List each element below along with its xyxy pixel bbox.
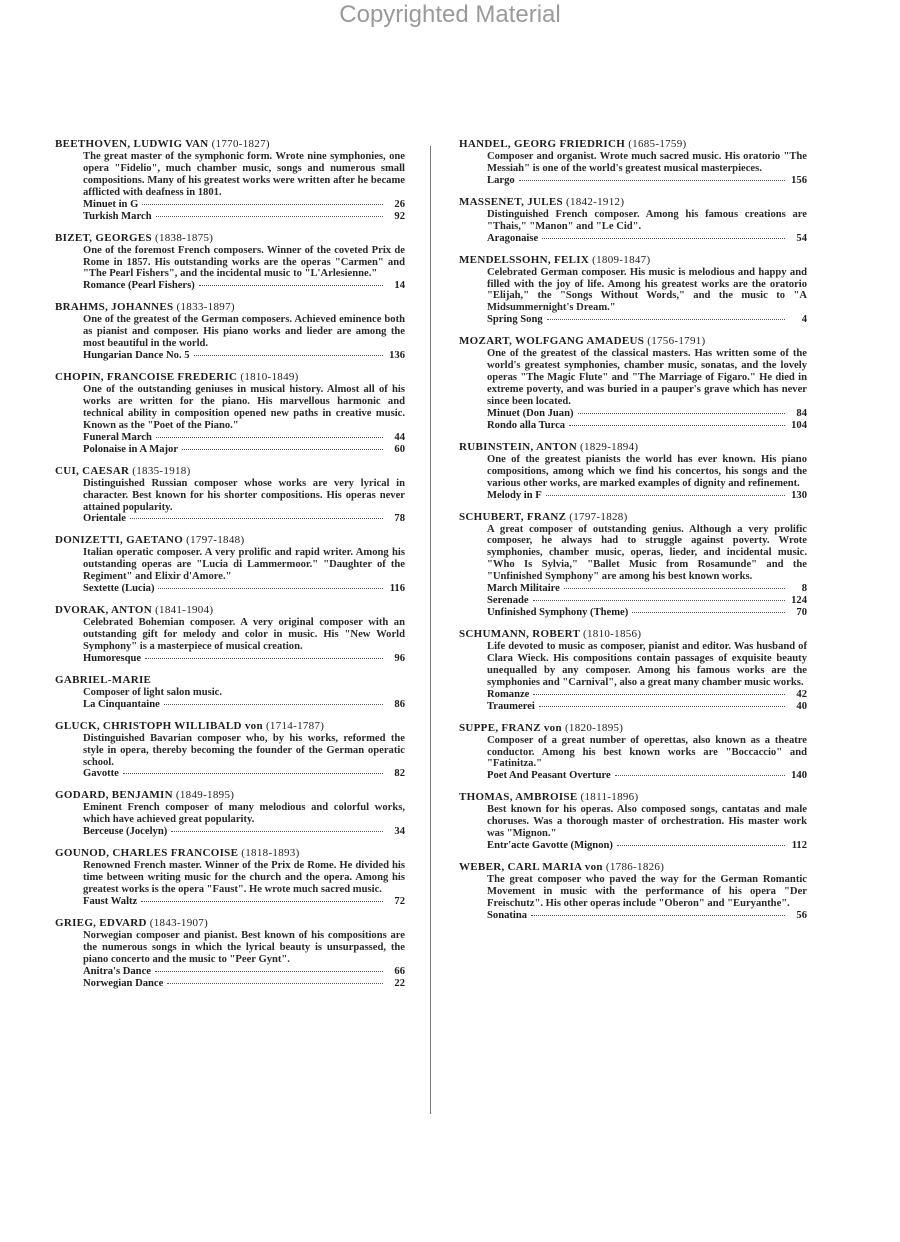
composer-dates: (1810-1849) [240, 371, 299, 384]
piece-row [487, 420, 807, 432]
piece-title: Sonatina [487, 909, 528, 921]
page-number: 22 [394, 977, 405, 989]
composer-name: RUBINSTEIN, ANTON [459, 440, 577, 453]
composer-heading [459, 441, 807, 454]
composer-heading [459, 791, 807, 804]
composer-name: MOZART, WOLFGANG AMADEUS [459, 335, 645, 348]
composer-dates: (1820-1895) [564, 721, 624, 734]
composer-name: GOUNOD, CHARLES FRANCOISE [55, 847, 239, 860]
composer-entry [459, 511, 807, 620]
page-number: 42 [796, 688, 807, 700]
dot-leader [519, 180, 785, 181]
composer-entry [459, 335, 807, 432]
composer-description: One of the outstanding geniuses in musical history. Almost all of his works are written for the piano. His marvellous harmonic and technical ability in composition opened new paths in creative music. Known as the "Poet of the Piano." [83, 384, 405, 431]
piece-title: Minuet in G [83, 198, 139, 210]
composer-dates: (1842-1912) [566, 195, 625, 208]
piece-row [83, 350, 405, 362]
page-number: 26 [394, 198, 405, 210]
composer-description: Norwegian composer and pianist. Best known of his compositions are the numerous songs in which the lyrical beauty is unsurpassed, the piano concerto and the music to "Peer Gynt". [83, 930, 405, 965]
page-number: 86 [394, 698, 405, 710]
composer-heading [55, 847, 405, 860]
composer-name: BRAHMS, JOHANNES [55, 301, 174, 314]
dot-leader [531, 915, 785, 916]
composer-heading [55, 534, 405, 547]
composer-dates: (1849-1895) [175, 789, 235, 802]
composer-heading [459, 138, 807, 151]
composer-dates: (1809-1847) [592, 253, 651, 266]
dot-leader [194, 355, 383, 356]
composer-description: A great composer of outstanding genius. Although a very prolific composer, he always had to struggle against poverty. Wrote symphonies, chamber music, operas, lieder, and incidental music. "Who Is Sylvia," "Ballet Music from Rosamunde" and the "Unfinished Symphony" are among his best known works. [487, 523, 807, 583]
composer-name: GABRIEL-MARIE [55, 673, 152, 686]
page-number: 104 [791, 419, 807, 431]
page-number: 78 [394, 513, 405, 525]
composer-entry [55, 465, 405, 526]
piece-row [83, 280, 405, 292]
composer-description: Composer of light salon music. [83, 686, 223, 698]
piece-row [487, 583, 807, 595]
composer-heading [55, 604, 405, 617]
piece-title: Polonaise in A Major [83, 443, 179, 455]
page-number: 14 [394, 280, 405, 292]
composer-dates: (1811-1896) [580, 791, 639, 804]
piece-row [83, 199, 405, 211]
composer-entry [55, 371, 405, 456]
piece-title: Romance (Pearl Fishers) [83, 280, 195, 292]
composer-name: WEBER, CARL MARIA von [459, 861, 603, 874]
piece-row [83, 444, 405, 456]
page-number: 130 [791, 489, 807, 501]
composer-entry [459, 254, 807, 327]
composer-entry [55, 604, 405, 665]
composer-description: Italian operatic composer. A very prolific and rapid writer. Among his outstanding operas are "Lucia di Lammermoor." "Daughter of the Regiment" and Elixir d'Amore." [83, 547, 405, 583]
dot-leader [569, 425, 785, 426]
composer-entry [55, 720, 405, 781]
composer-description: Life devoted to music as composer, pianist and editor. Was husband of Clara Wieck. His compositions contain passages of exquisite beauty unequalled by any composer. Among his famous works are the symphonies and "Carnival", also a great many chamber music works. [487, 641, 807, 688]
piece-title: Berceuse (Jocelyn) [83, 826, 168, 838]
piece-row [487, 408, 807, 420]
composer-dates: (1835-1918) [132, 464, 191, 477]
composer-entry [459, 441, 807, 502]
composer-entry [459, 791, 807, 852]
composer-description: Renowned French master. Winner of the Prix de Rome. He divided his time between writing music for the church and the opera. Among his greatest works is the opera "Faust". He wrote much sacred music. [83, 860, 405, 896]
composer-heading [459, 335, 807, 348]
composer-name: CUI, CAESAR [55, 464, 130, 477]
composer-name: GODARD, BENJAMIN [55, 789, 173, 802]
page-number: 34 [394, 826, 405, 838]
piece-row [487, 770, 807, 782]
piece-row [83, 966, 405, 978]
page-number: 54 [796, 232, 807, 244]
composer-dates: (1786-1826) [605, 861, 665, 874]
piece-row [83, 432, 405, 444]
composer-dates: (1838-1875) [154, 231, 214, 244]
composer-description: Celebrated German composer. His music is melodious and happy and filled with the joy of life. Among his greatest works are the oratorio "Elijah," the "Songs Without Words," and the music to "A Midsummernight's Dream." [487, 266, 807, 314]
page-number: 136 [389, 350, 405, 362]
composer-heading [55, 232, 405, 245]
piece-title: Minuet (Don Juan) [487, 407, 574, 419]
composer-dates: (1829-1894) [580, 440, 639, 453]
composer-dates: (1756-1791) [647, 335, 706, 348]
composer-entry [55, 789, 405, 838]
page-number: 96 [394, 652, 405, 664]
piece-title: Traumerei [487, 700, 535, 712]
right-column [459, 138, 807, 931]
composer-heading [459, 861, 807, 874]
piece-title: La Cinquantaine [83, 698, 160, 710]
composer-entry [55, 674, 405, 711]
composer-description: One of the greatest of the classical masters. Has written some of the world's greatest symphonies, chamber music, sonatas, and the lovely operas "The Magic Flute" and "The Marriage of Figaro." He died in extreme poverty, and was buried in a pauper's grave which has never since been located. [487, 348, 807, 407]
dot-leader [123, 773, 383, 774]
dot-leader [539, 706, 785, 707]
piece-row [487, 314, 807, 326]
dot-leader [171, 831, 383, 832]
dot-leader [564, 588, 785, 589]
piece-row [83, 768, 405, 780]
composer-name: THOMAS, AMBROISE [459, 791, 578, 804]
piece-row [83, 211, 405, 223]
dot-leader [141, 901, 383, 902]
piece-title: Anitra's Dance [83, 965, 151, 977]
piece-title: Entr'acte Gavotte (Mignon) [487, 840, 613, 852]
page-number: 140 [791, 770, 807, 782]
piece-row [487, 175, 807, 187]
piece-title: Gavotte [83, 768, 119, 780]
composer-entry [55, 847, 405, 908]
dot-leader [182, 449, 383, 450]
composer-entry [55, 917, 405, 990]
piece-title: Aragonaise [487, 232, 539, 244]
composer-name: SUPPE, FRANZ von [459, 721, 562, 734]
composer-name: GRIEG, EDVARD [55, 917, 147, 929]
piece-title: Humoresque [83, 652, 142, 664]
composer-description: One of the greatest of the German composers. Achieved eminence both as pianist and composer. His piano works and lieder are among the most beautiful in the world. [83, 314, 405, 350]
dot-leader [158, 588, 383, 589]
composer-entry [55, 301, 405, 362]
piece-row [487, 233, 807, 245]
dot-leader [632, 612, 785, 613]
composer-entry [459, 196, 807, 245]
composer-description: Celebrated Bohemian composer. A very original composer with an outstanding gift for melody and color in music. His "New World Symphony" is a masterpiece of musical creation. [83, 617, 405, 652]
page-number: 70 [796, 607, 807, 619]
dot-leader [617, 845, 785, 846]
piece-title: Hungarian Dance No. 5 [83, 350, 190, 362]
composer-dates: (1841-1904) [155, 604, 214, 617]
dot-leader [542, 238, 785, 239]
composer-description: One of the foremost French composers. Winner of the coveted Prix de Rome in 1857. His outstanding works are the operas "Carmen" and "The Pearl Fishers", and the incidental music to "L'Arlesienne." [83, 244, 405, 280]
composer-heading [459, 511, 807, 524]
composer-heading [55, 371, 405, 384]
composer-name: SCHUMANN, ROBERT [459, 628, 580, 641]
piece-row [487, 490, 807, 502]
page-number: 60 [394, 443, 405, 455]
composer-dates: (1818-1893) [241, 847, 300, 860]
composer-name: BEETHOVEN, LUDWIG VAN [55, 138, 209, 150]
composer-dates: (1843-1907) [149, 917, 209, 929]
piece-title: Sextette (Lucia) [83, 583, 155, 595]
composer-name: GLUCK, CHRISTOPH WILLIBALD von [55, 719, 263, 732]
composer-name: HANDEL, GEORG FRIEDRICH [459, 138, 626, 150]
page-number: 116 [389, 583, 405, 595]
piece-row [487, 689, 807, 701]
piece-title: Serenade [487, 595, 529, 607]
composer-entry [55, 232, 405, 293]
composer-description: One of the greatest pianists the world has ever known. His piano compositions, among which we find his concertos, his songs and the various other works, are marked examples of dignity and refinement. [487, 453, 807, 489]
piece-row [487, 607, 807, 619]
piece-title: Norwegian Dance [83, 977, 164, 989]
piece-title: Poet And Peasant Overture [487, 770, 611, 782]
composer-name: SCHUBERT, FRANZ [459, 510, 567, 523]
composer-entry [55, 534, 405, 595]
dot-leader [164, 704, 383, 705]
dot-leader [615, 775, 785, 776]
composer-heading [459, 722, 807, 735]
left-column [55, 138, 405, 999]
page-number: 44 [394, 431, 405, 443]
composer-heading [459, 628, 807, 641]
piece-title: Unfinished Symphony (Theme) [487, 607, 629, 619]
piece-title: Romanze [487, 688, 530, 700]
composer-description: Composer and organist. Wrote much sacred music. His oratorio "The Messiah" is one of the world's greatest musical masterpieces. [487, 151, 807, 174]
page-number: 92 [394, 210, 405, 222]
composer-heading [459, 254, 807, 267]
dot-leader [533, 600, 785, 601]
composer-dates: (1685-1759) [628, 138, 687, 150]
copyright-watermark: Copyrighted Material [339, 1, 561, 28]
composer-dates: (1797-1828) [569, 510, 628, 523]
dot-leader [142, 204, 383, 205]
composer-description: The great composer who paved the way for the German Romantic Movement in music with the performance of his opera "Der Freischutz". His other operas include "Oberon" and "Euryanthe". [487, 874, 807, 909]
composer-dates: (1810-1856) [583, 628, 642, 641]
composer-entry [55, 138, 405, 223]
piece-row [487, 595, 807, 607]
composer-description: Distinguished Russian composer whose works are very lyrical in character. Best known for his shorter compositions. His operas never attained popularity. [83, 477, 405, 513]
page-number: 112 [791, 840, 807, 852]
composer-name: DVORAK, ANTON [55, 604, 152, 617]
composer-dates: (1797-1848) [186, 534, 245, 547]
page-number: 82 [394, 768, 405, 780]
composer-description: Best known for his operas. Also composed songs, cantatas and male choruses. Was a thorough master of orchestration. His master work was "Mignon." [487, 804, 807, 840]
dot-leader [547, 319, 785, 320]
piece-row [83, 978, 405, 990]
dot-leader [130, 518, 383, 519]
dot-leader [167, 983, 383, 984]
piece-row [83, 513, 405, 525]
column-divider [430, 146, 431, 1114]
composer-description: Eminent French composer of many melodious and colorful works, which have achieved great popularity. [83, 802, 405, 826]
composer-name: DONIZETTI, GAETANO [55, 534, 184, 547]
page-number: 72 [394, 896, 405, 907]
composer-description: The great master of the symphonic form. Wrote nine symphonies, one opera "Fidelio", much chamber music, songs and numerous small compositions. Many of his greatest works were written after he became afflicted with deafness in 1801. [83, 151, 405, 198]
dot-leader [155, 971, 383, 972]
piece-title: March Militaire [487, 583, 560, 595]
composer-heading [55, 917, 405, 930]
piece-row [83, 826, 405, 838]
composer-heading [55, 465, 405, 478]
piece-row [83, 896, 405, 908]
composer-entry [459, 138, 807, 187]
composer-heading [55, 720, 405, 733]
page-number: 40 [796, 700, 807, 712]
piece-title: Orientale [83, 513, 126, 525]
composer-entry [459, 628, 807, 713]
page-number: 8 [801, 583, 807, 595]
page-number: 66 [394, 965, 405, 977]
composer-description: Composer of a great number of operettas, also known as a theatre conductor. Among his best known works are "Boccaccio" and "Fatinitza." [487, 734, 807, 770]
page-number: 4 [801, 314, 807, 326]
piece-title: Turkish March [83, 210, 152, 222]
piece-title: Largo [487, 174, 515, 186]
piece-title: Rondo alla Turca [487, 419, 566, 431]
dot-leader [199, 285, 383, 286]
piece-row [83, 699, 405, 711]
page-number: 56 [796, 909, 807, 921]
page-number: 124 [791, 595, 807, 607]
dot-leader [533, 694, 785, 695]
page-number: 156 [791, 174, 807, 186]
piece-title: Funeral March [83, 431, 152, 443]
piece-title: Faust Waltz [83, 896, 138, 907]
composer-heading [55, 301, 405, 314]
composer-name: BIZET, GEORGES [55, 231, 152, 244]
composer-name: CHOPIN, FRANCOISE FREDERIC [55, 371, 238, 384]
composer-dates: (1714-1787) [265, 719, 325, 732]
composer-name: MENDELSSOHN, FELIX [459, 253, 590, 266]
piece-row [83, 583, 405, 595]
composer-heading [55, 789, 405, 802]
page-number: 84 [796, 407, 807, 419]
dot-leader [578, 413, 785, 414]
composer-heading [55, 674, 405, 687]
piece-row [487, 910, 807, 922]
composer-entry [459, 861, 807, 922]
piece-row [487, 840, 807, 852]
dot-leader [156, 216, 383, 217]
composer-name: MASSENET, JULES [459, 195, 563, 208]
dot-leader [145, 658, 383, 659]
composer-heading [459, 196, 807, 209]
dot-leader [546, 495, 785, 496]
composer-dates: (1770-1827) [211, 138, 270, 150]
composer-dates: (1833-1897) [176, 301, 235, 314]
composer-description: Distinguished Bavarian composer who, by his works, reformed the style in opera, thereby becoming the founder of the German operatic school. [83, 732, 405, 768]
dot-leader [156, 437, 383, 438]
composer-entry [459, 722, 807, 783]
composer-heading [55, 138, 405, 151]
composer-description: Distinguished French composer. Among his famous creations are "Thais," "Manon" and "Le Cid". [487, 208, 807, 232]
piece-title: Melody in F [487, 489, 542, 501]
piece-row [83, 653, 405, 665]
piece-title: Spring Song [487, 314, 543, 326]
piece-row [487, 701, 807, 713]
